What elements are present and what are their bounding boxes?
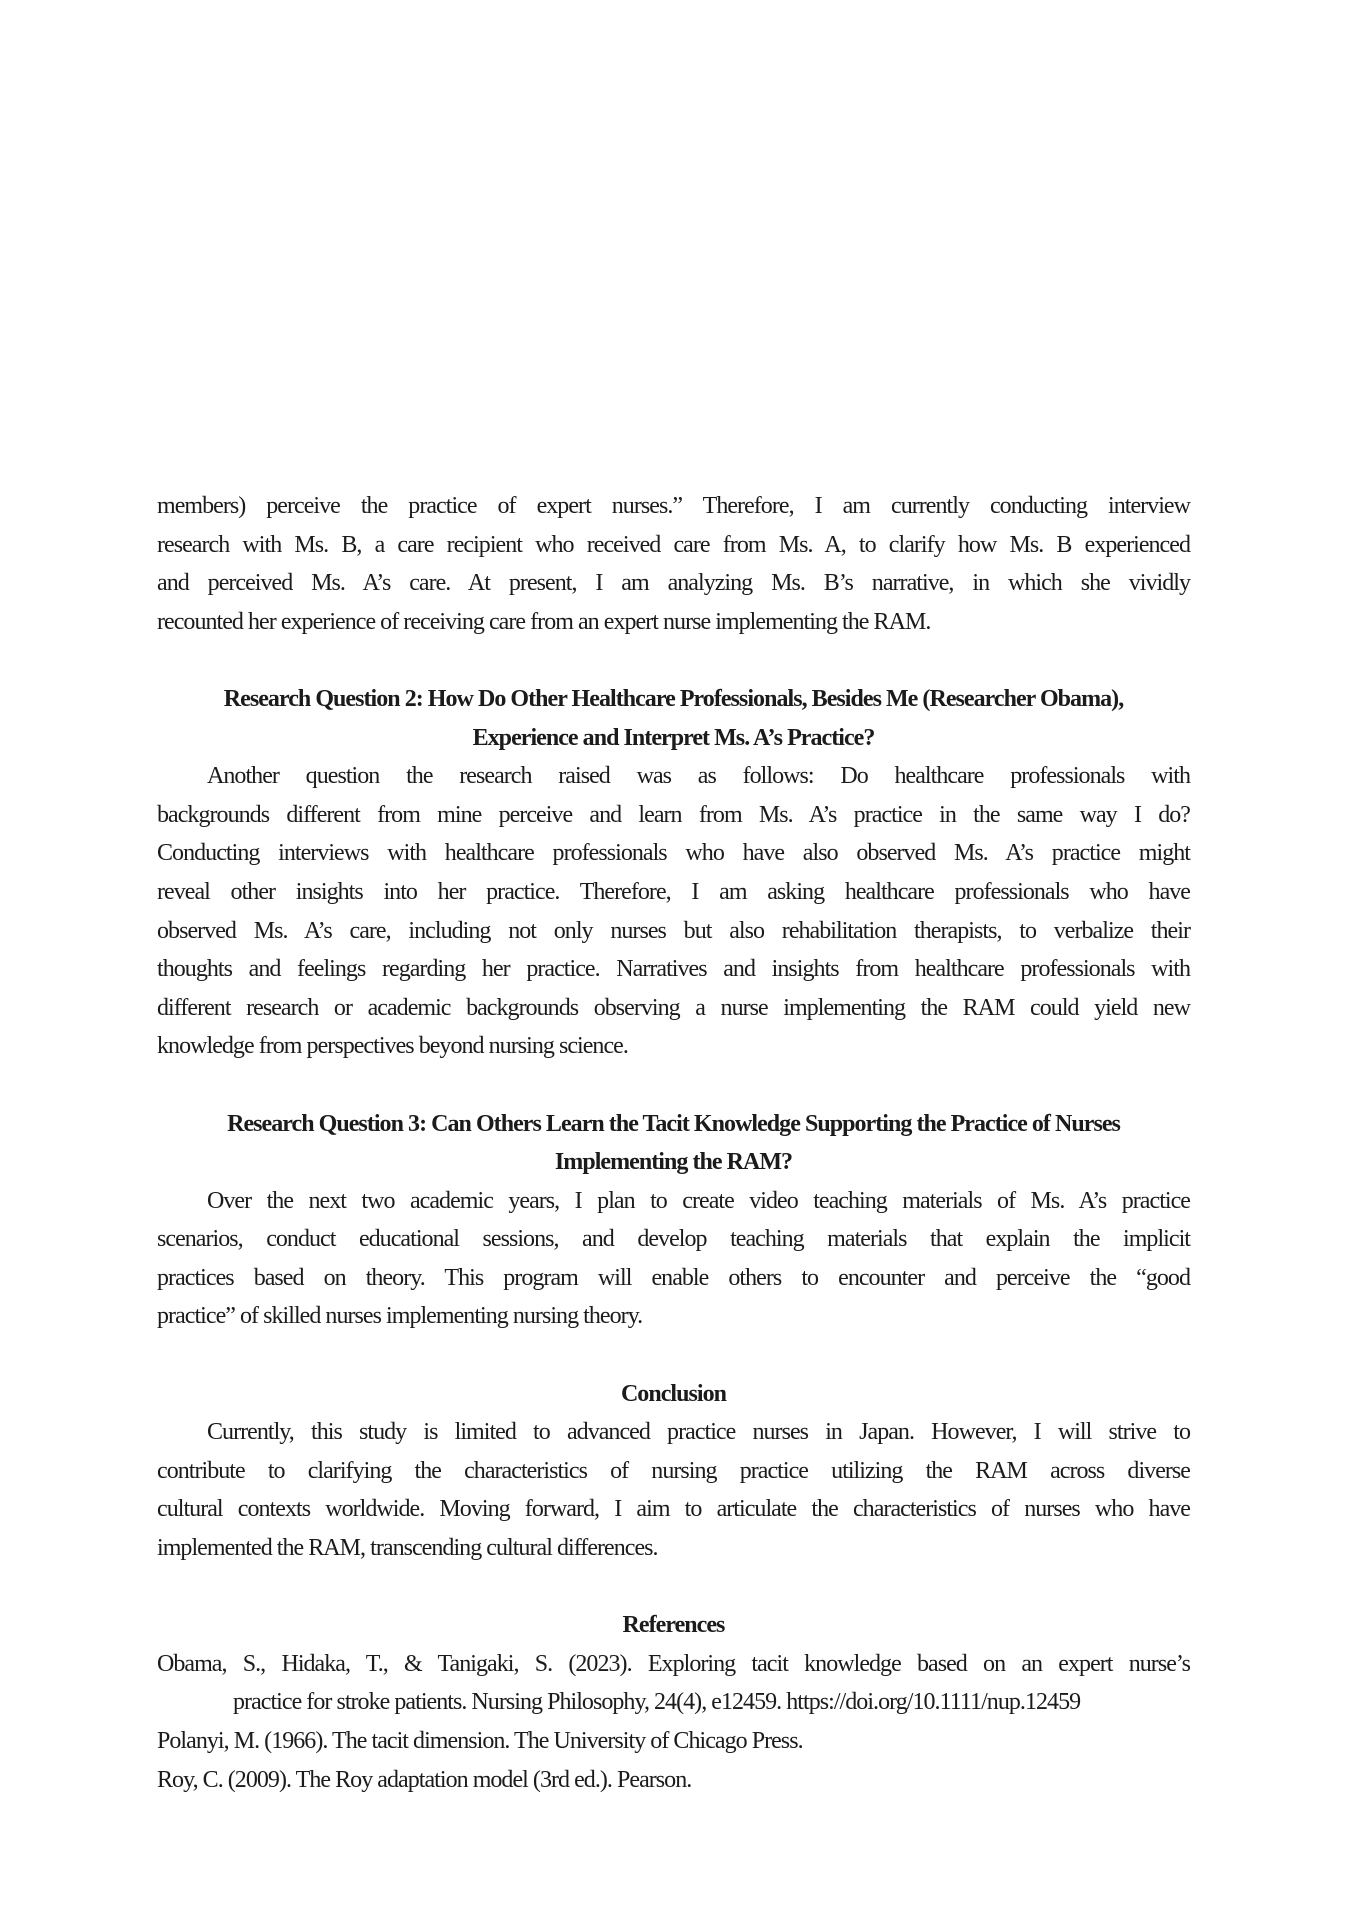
text-line: Another question the research raised was as follows: Do healthcare professionals with xyxy=(207,763,1190,790)
text-line: reveal other insights into her practice. Therefore, I am asking healthcare professionals who have xyxy=(157,878,1190,905)
section-heading xyxy=(157,680,1190,757)
text-line: Research Question 3: Can Others Learn the Tacit Knowledge Supporting the Practice of Nurses xyxy=(227,1110,1120,1137)
body-paragraph xyxy=(157,1182,1190,1336)
text-line: backgrounds different from mine perceive and learn from Ms. A’s practice in the same way I do? xyxy=(157,801,1190,828)
text-line: Research Question 2: How Do Other Healthcare Professionals, Besides Me (Researcher Obama), xyxy=(223,685,1124,712)
text-line: Conclusion xyxy=(620,1380,727,1407)
body-paragraph xyxy=(157,487,1190,641)
text-line: Obama, S., Hidaka, T., & Tanigaki, S. (2023). Exploring tacit knowledge based on an expert nurse’s xyxy=(157,1650,1190,1677)
text-line: Over the next two academic years, I plan to create video teaching materials of Ms. A’s practice xyxy=(207,1187,1190,1214)
text-line: References xyxy=(622,1612,725,1639)
text-line: members) perceive the practice of expert nurses.” Therefore, I am currently conducting interview xyxy=(157,493,1190,519)
section-heading xyxy=(157,1375,1190,1414)
text-line: Currently, this study is limited to advanced practice nurses in Japan. However, I will strive to xyxy=(207,1419,1190,1446)
text-line: different research or academic backgrounds observing a nurse implementing the RAM could yield new xyxy=(157,994,1190,1021)
document-text-block xyxy=(157,487,1190,1799)
text-line: cultural contexts worldwide. Moving forward, I aim to articulate the characteristics of nurses who have xyxy=(157,1496,1190,1523)
text-line: Conducting interviews with healthcare professionals who have also observed Ms. A’s practice might xyxy=(157,840,1190,867)
section-heading xyxy=(157,1606,1190,1645)
section-heading xyxy=(157,1105,1190,1182)
text-line: observed Ms. A’s care, including not only nurses but also rehabilitation therapists, to verbalize their xyxy=(157,917,1190,944)
text-line: practices based on theory. This program will enable others to encounter and perceive the “good xyxy=(157,1264,1190,1291)
text-line: practice for stroke patients. Nursing Philosophy, 24(4), e12459. https://doi.org/10.1111/nup.12459 xyxy=(233,1689,1081,1716)
text-line: research with Ms. B, a care recipient who received care from Ms. A, to clarify how Ms. B experienced xyxy=(157,531,1190,558)
reference-entry xyxy=(157,1761,1190,1800)
text-line: knowledge from perspectives beyond nursing science. xyxy=(157,1033,628,1060)
text-line: recounted her experience of receiving care from an expert nurse implementing the RAM. xyxy=(157,608,931,635)
text-line: practice” of skilled nurses implementing nursing theory. xyxy=(157,1303,643,1330)
text-line: contribute to clarifying the characteristics of nursing practice utilizing the RAM across diverse xyxy=(157,1457,1190,1484)
text-line: Implementing the RAM? xyxy=(554,1149,793,1176)
text-line: Roy, C. (2009). The Roy adaptation model (3rd ed.). Pearson. xyxy=(157,1766,692,1793)
text-line: thoughts and feelings regarding her practice. Narratives and insights from healthcare professionals with xyxy=(157,956,1190,983)
reference-entry xyxy=(157,1722,1190,1761)
text-line: implemented the RAM, transcending cultural differences. xyxy=(157,1535,658,1562)
text-line: and perceived Ms. A’s care. At present, I am analyzing Ms. B’s narrative, in which she vividly xyxy=(157,570,1190,597)
body-paragraph xyxy=(157,757,1190,1066)
text-line: scenarios, conduct educational sessions, and develop teaching materials that explain the implicit xyxy=(157,1226,1190,1253)
reference-entry xyxy=(157,1645,1190,1722)
text-line: Experience and Interpret Ms. A’s Practice? xyxy=(472,724,875,751)
body-paragraph xyxy=(157,1413,1190,1567)
text-line: Polanyi, M. (1966). The tacit dimension. The University of Chicago Press. xyxy=(157,1728,803,1754)
